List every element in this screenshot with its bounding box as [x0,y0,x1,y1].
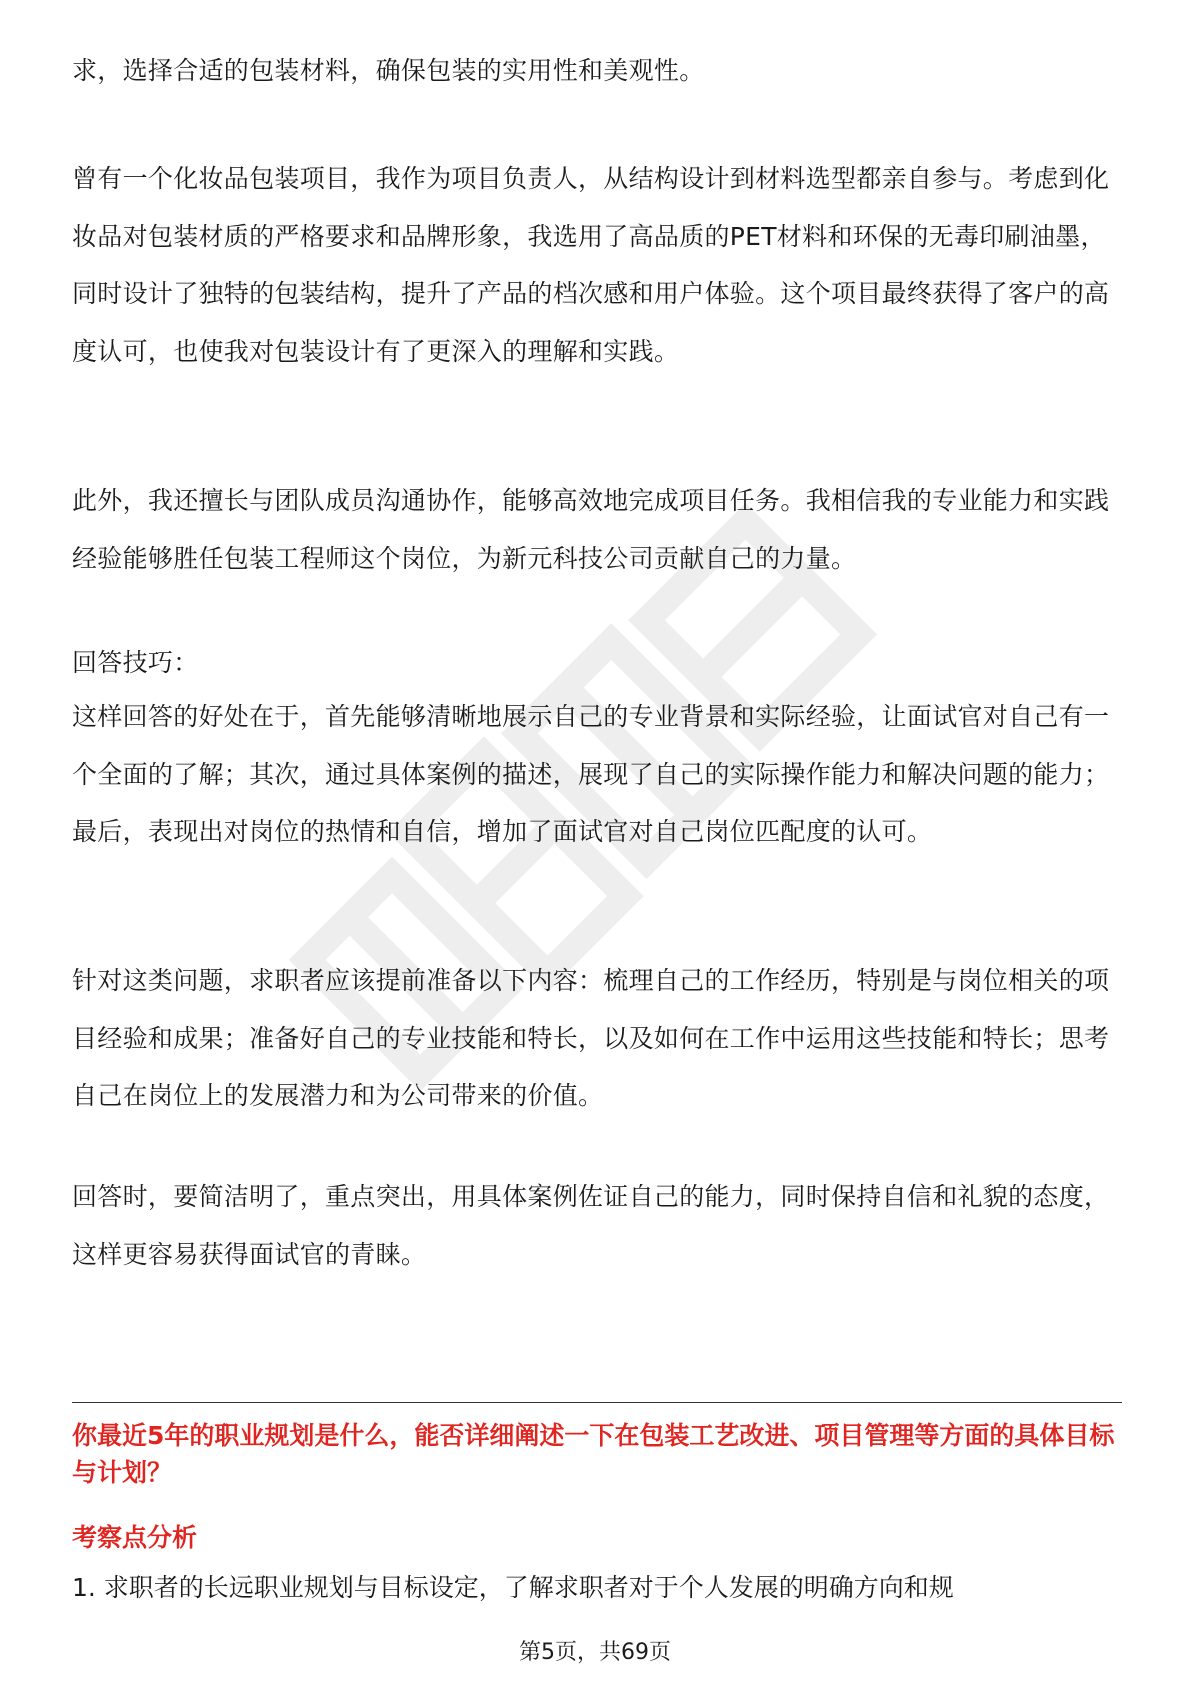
paragraph-cosmetics-project: 曾有一个化妆品包装项目，我作为项目负责人，从结构设计到材料选型都亲自参与。考虑到化妆品对包装材质的严格要求和品牌形象，我选用了高品质的PET材料和环保的无毒印刷油墨，同时设计了独特的包装结构，提升了产品的档次感和用户体验。这个项目最终获得了客户的高度认可，也使我对包装设计有了更深入的理解和实践。 [72,164,1110,366]
page-number-footer: 第5页，共69页 [519,1640,671,1665]
paragraph-answer-benefits: 这样回答的好处在于，首先能够清晰地展示自己的专业背景和实际经验，让面试官对自己有一个全面的了解；其次，通过具体案例的描述，展现了自己的实际操作能力和解决问题的能力；最后，表现出对岗位的热情和自信，增加了面试官对自己岗位匹配度的认可。 [72,702,1110,846]
answer-tips-label: 回答技巧： [72,648,199,677]
analysis-heading: 考察点分析 [72,1523,198,1552]
paragraph-teamwork: 此外，我还擅长与团队成员沟通协作，能够高效地完成项目任务。我相信我的专业能力和实践经验能够胜任包装工程师这个岗位，为新元科技公司贡献自己的力量。 [72,486,1110,573]
paragraph-answer-style: 回答时，要简洁明了，重点突出，用具体案例佐证自己的能力，同时保持自信和礼貌的态度，这样更容易获得面试官的青睐。 [72,1182,1110,1269]
interview-question: 你最近5年的职业规划是什么，能否详细阐述一下在包装工艺改进、项目管理等方面的具体目标与计划？ [72,1421,1115,1487]
paragraph-continuation: 求，选择合适的包装材料，确保包装的实用性和美观性。 [72,56,705,85]
section-divider [72,1402,1122,1403]
paragraph-preparation: 针对这类问题，求职者应该提前准备以下内容：梳理自己的工作经历，特别是与岗位相关的项目经验和成果；准备好自己的专业技能和特长，以及如何在工作中运用这些技能和特长；思考自己在岗位上的发展潜力和为公司带来的价值。 [72,966,1110,1110]
analysis-list-item: 1. 求职者的长远职业规划与目标设定，了解求职者对于个人发展的明确方向和规 [72,1573,954,1602]
